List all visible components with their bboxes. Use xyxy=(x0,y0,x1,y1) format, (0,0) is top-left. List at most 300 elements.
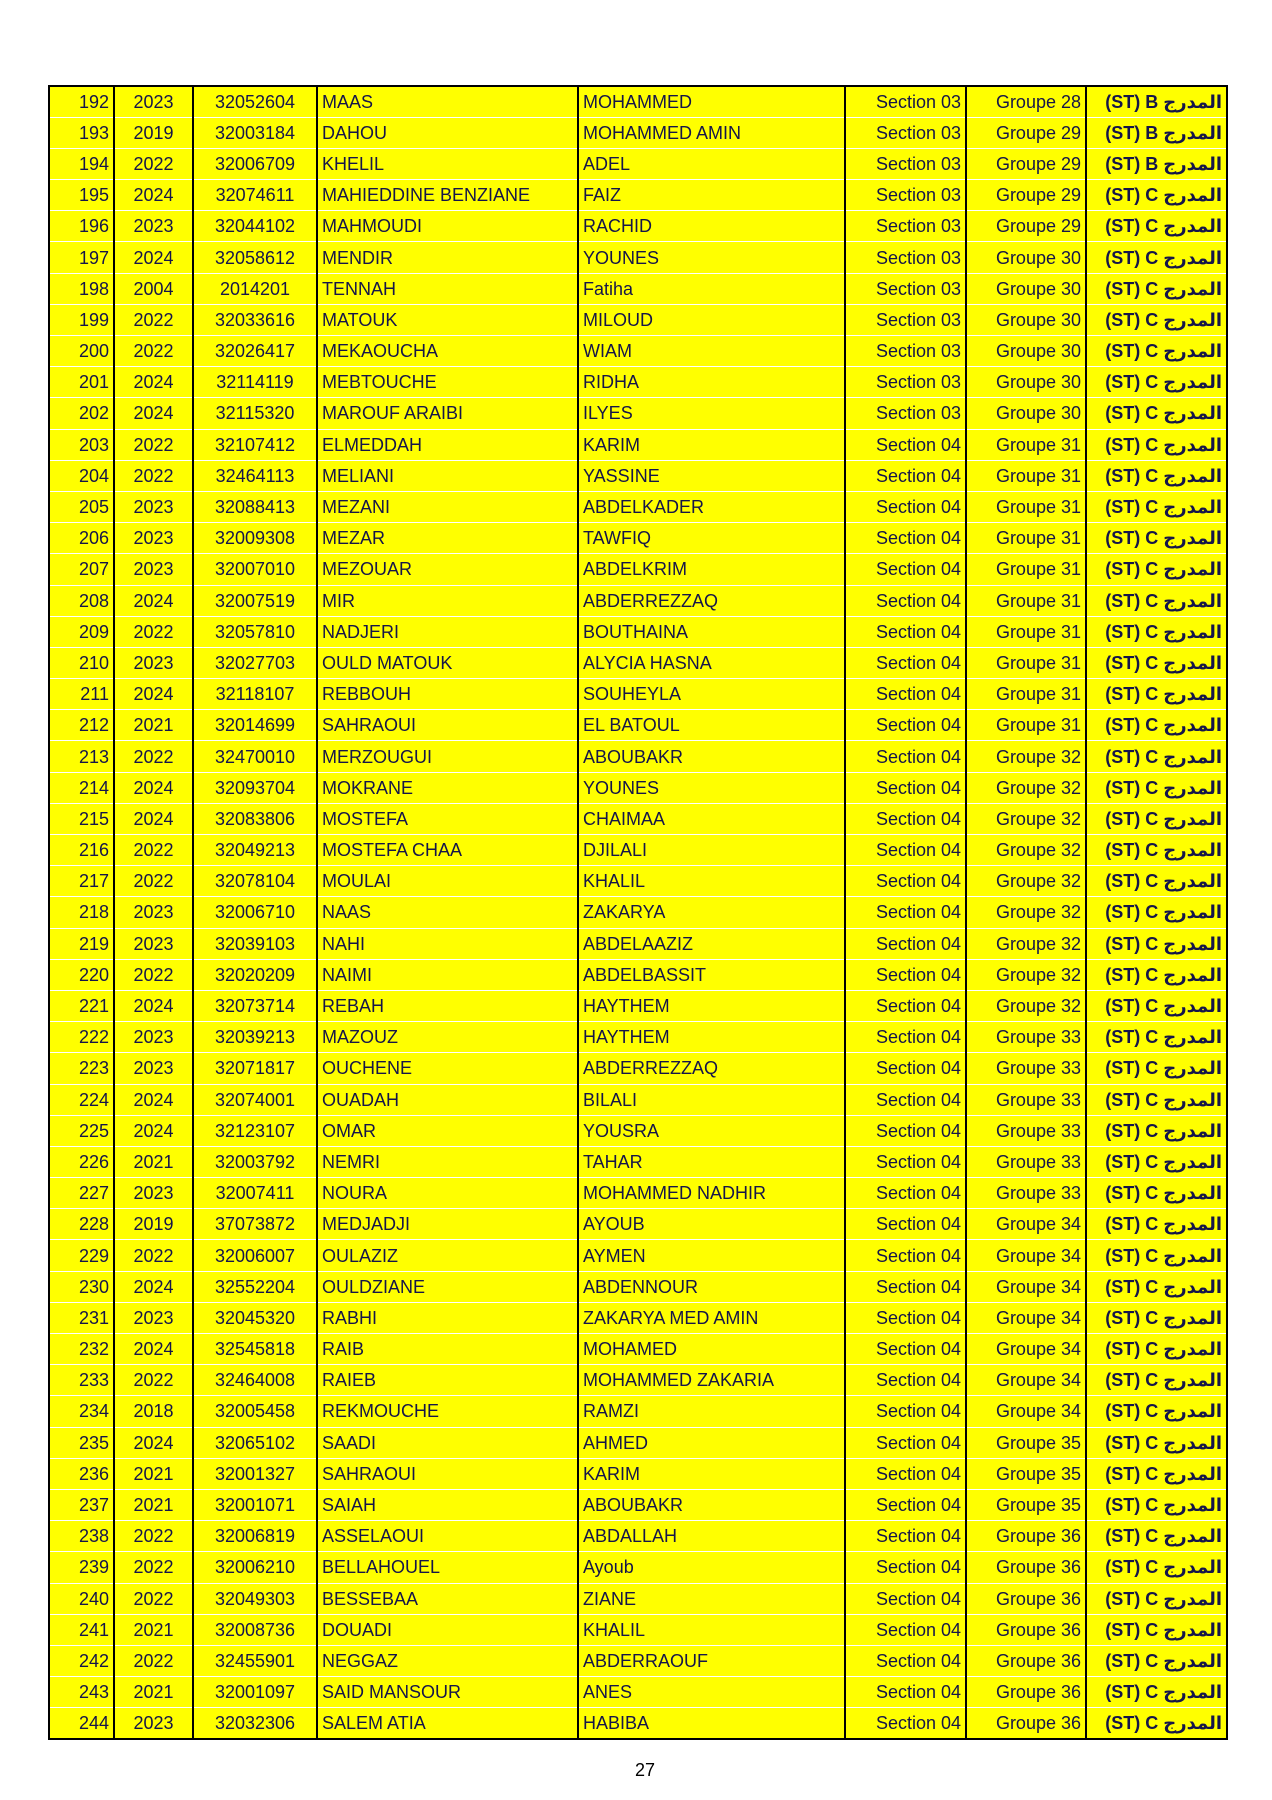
section-cell: Section 04 xyxy=(845,616,966,647)
section-cell: Section 04 xyxy=(845,866,966,897)
last-name-cell: RABHI xyxy=(317,1302,578,1333)
table-row xyxy=(49,741,1227,772)
last-name-cell: OULD MATOUK xyxy=(317,647,578,678)
group-cell: Groupe 32 xyxy=(966,928,1086,959)
year-cell: 2022 xyxy=(114,304,193,335)
student-id-cell: 32118107 xyxy=(193,679,317,710)
section-cell: Section 04 xyxy=(845,1084,966,1115)
section-cell: Section 04 xyxy=(845,523,966,554)
table-row xyxy=(49,242,1227,273)
student-id-cell: 32007010 xyxy=(193,554,317,585)
section-cell: Section 04 xyxy=(845,1645,966,1676)
row-number-cell: 243 xyxy=(49,1677,114,1708)
year-cell: 2022 xyxy=(114,336,193,367)
first-name-cell: ADEL xyxy=(578,148,845,179)
section-cell: Section 04 xyxy=(845,1271,966,1302)
group-cell: Groupe 29 xyxy=(966,180,1086,211)
row-number-cell: 195 xyxy=(49,180,114,211)
group-cell: Groupe 29 xyxy=(966,148,1086,179)
student-id-cell: 32027703 xyxy=(193,647,317,678)
table-row xyxy=(49,1178,1227,1209)
year-cell: 2024 xyxy=(114,679,193,710)
row-number-cell: 238 xyxy=(49,1521,114,1552)
group-cell: Groupe 36 xyxy=(966,1583,1086,1614)
row-number-cell: 207 xyxy=(49,554,114,585)
first-name-cell: DJILALI xyxy=(578,835,845,866)
last-name-cell: TENNAH xyxy=(317,273,578,304)
student-id-cell: 32078104 xyxy=(193,866,317,897)
amphitheater-cell: (ST) C المدرج xyxy=(1086,1614,1227,1645)
row-number-cell: 232 xyxy=(49,1334,114,1365)
amphitheater-cell: (ST) C المدرج xyxy=(1086,741,1227,772)
amphitheater-cell: (ST) C المدرج xyxy=(1086,803,1227,834)
group-cell: Groupe 34 xyxy=(966,1396,1086,1427)
group-cell: Groupe 33 xyxy=(966,1084,1086,1115)
first-name-cell: ILYES xyxy=(578,398,845,429)
first-name-cell: KARIM xyxy=(578,1458,845,1489)
group-cell: Groupe 30 xyxy=(966,273,1086,304)
last-name-cell: SAHRAOUI xyxy=(317,1458,578,1489)
first-name-cell: MOHAMMED NADHIR xyxy=(578,1178,845,1209)
section-cell: Section 03 xyxy=(845,398,966,429)
amphitheater-cell: (ST) C المدرج xyxy=(1086,304,1227,335)
last-name-cell: MERZOUGUI xyxy=(317,741,578,772)
group-cell: Groupe 30 xyxy=(966,336,1086,367)
group-cell: Groupe 33 xyxy=(966,1146,1086,1177)
last-name-cell: REBBOUH xyxy=(317,679,578,710)
first-name-cell: ALYCIA HASNA xyxy=(578,647,845,678)
last-name-cell: NADJERI xyxy=(317,616,578,647)
last-name-cell: NEGGAZ xyxy=(317,1645,578,1676)
table-row xyxy=(49,211,1227,242)
section-cell: Section 03 xyxy=(845,273,966,304)
last-name-cell: REKMOUCHE xyxy=(317,1396,578,1427)
amphitheater-cell: (ST) C المدرج xyxy=(1086,616,1227,647)
year-cell: 2018 xyxy=(114,1396,193,1427)
table-row xyxy=(49,180,1227,211)
table-row xyxy=(49,1708,1227,1739)
amphitheater-cell: (ST) C المدرج xyxy=(1086,1645,1227,1676)
last-name-cell: OUCHENE xyxy=(317,1053,578,1084)
amphitheater-cell: (ST) C المدرج xyxy=(1086,398,1227,429)
amphitheater-cell: (ST) B المدرج xyxy=(1086,86,1227,117)
group-cell: Groupe 33 xyxy=(966,1053,1086,1084)
first-name-cell: Ayoub xyxy=(578,1552,845,1583)
amphitheater-cell: (ST) C المدرج xyxy=(1086,1396,1227,1427)
section-cell: Section 04 xyxy=(845,1708,966,1739)
student-roster-table xyxy=(48,85,1228,1740)
amphitheater-cell: (ST) C المدرج xyxy=(1086,1084,1227,1115)
table-row xyxy=(49,1489,1227,1520)
amphitheater-cell: (ST) C المدرج xyxy=(1086,1146,1227,1177)
table-row xyxy=(49,1084,1227,1115)
table-row xyxy=(49,1427,1227,1458)
last-name-cell: MOSTEFA CHAA xyxy=(317,835,578,866)
student-id-cell: 32470010 xyxy=(193,741,317,772)
row-number-cell: 202 xyxy=(49,398,114,429)
group-cell: Groupe 31 xyxy=(966,710,1086,741)
section-cell: Section 04 xyxy=(845,647,966,678)
first-name-cell: AYMEN xyxy=(578,1240,845,1271)
row-number-cell: 218 xyxy=(49,897,114,928)
row-number-cell: 222 xyxy=(49,1022,114,1053)
table-row xyxy=(49,460,1227,491)
section-cell: Section 03 xyxy=(845,367,966,398)
student-id-cell: 32003792 xyxy=(193,1146,317,1177)
page-number: 27 xyxy=(634,1760,656,1780)
table-row xyxy=(49,1240,1227,1271)
row-number-cell: 237 xyxy=(49,1489,114,1520)
group-cell: Groupe 31 xyxy=(966,554,1086,585)
last-name-cell: NOURA xyxy=(317,1178,578,1209)
last-name-cell: NAIMI xyxy=(317,959,578,990)
year-cell: 2022 xyxy=(114,1521,193,1552)
first-name-cell: EL BATOUL xyxy=(578,710,845,741)
group-cell: Groupe 36 xyxy=(966,1645,1086,1676)
first-name-cell: YASSINE xyxy=(578,460,845,491)
student-id-cell: 32006007 xyxy=(193,1240,317,1271)
student-id-cell: 32083806 xyxy=(193,803,317,834)
row-number-cell: 221 xyxy=(49,990,114,1021)
last-name-cell: MEKAOUCHA xyxy=(317,336,578,367)
student-id-cell: 32045320 xyxy=(193,1302,317,1333)
last-name-cell: MEZAR xyxy=(317,523,578,554)
year-cell: 2023 xyxy=(114,1022,193,1053)
amphitheater-cell: (ST) C المدرج xyxy=(1086,835,1227,866)
amphitheater-cell: (ST) C المدرج xyxy=(1086,1708,1227,1739)
first-name-cell: RAMZI xyxy=(578,1396,845,1427)
table-row xyxy=(49,585,1227,616)
table-row xyxy=(49,523,1227,554)
year-cell: 2024 xyxy=(114,1084,193,1115)
student-id-cell: 32008736 xyxy=(193,1614,317,1645)
group-cell: Groupe 33 xyxy=(966,1022,1086,1053)
table-row xyxy=(49,679,1227,710)
section-cell: Section 04 xyxy=(845,1677,966,1708)
year-cell: 2022 xyxy=(114,1645,193,1676)
last-name-cell: MAHMOUDI xyxy=(317,211,578,242)
row-number-cell: 239 xyxy=(49,1552,114,1583)
section-cell: Section 04 xyxy=(845,1053,966,1084)
last-name-cell: SALEM ATIA xyxy=(317,1708,578,1739)
group-cell: Groupe 36 xyxy=(966,1552,1086,1583)
last-name-cell: MEZOUAR xyxy=(317,554,578,585)
student-id-cell: 32014699 xyxy=(193,710,317,741)
section-cell: Section 04 xyxy=(845,990,966,1021)
group-cell: Groupe 34 xyxy=(966,1209,1086,1240)
group-cell: Groupe 31 xyxy=(966,647,1086,678)
table-row xyxy=(49,429,1227,460)
section-cell: Section 04 xyxy=(845,585,966,616)
row-number-cell: 230 xyxy=(49,1271,114,1302)
last-name-cell: DOUADI xyxy=(317,1614,578,1645)
student-id-cell: 32123107 xyxy=(193,1115,317,1146)
table-row xyxy=(49,1645,1227,1676)
table-row xyxy=(49,1302,1227,1333)
amphitheater-cell: (ST) C المدرج xyxy=(1086,1458,1227,1489)
student-id-cell: 32039103 xyxy=(193,928,317,959)
last-name-cell: MOULAI xyxy=(317,866,578,897)
row-number-cell: 196 xyxy=(49,211,114,242)
amphitheater-cell: (ST) C المدرج xyxy=(1086,367,1227,398)
table-row xyxy=(49,959,1227,990)
year-cell: 2023 xyxy=(114,86,193,117)
group-cell: Groupe 34 xyxy=(966,1271,1086,1302)
first-name-cell: ANES xyxy=(578,1677,845,1708)
table-row xyxy=(49,1053,1227,1084)
group-cell: Groupe 31 xyxy=(966,460,1086,491)
first-name-cell: HABIBA xyxy=(578,1708,845,1739)
student-id-cell: 32455901 xyxy=(193,1645,317,1676)
year-cell: 2022 xyxy=(114,1583,193,1614)
year-cell: 2024 xyxy=(114,1427,193,1458)
last-name-cell: SAIAH xyxy=(317,1489,578,1520)
student-id-cell: 32052604 xyxy=(193,86,317,117)
student-id-cell: 32058612 xyxy=(193,242,317,273)
first-name-cell: WIAM xyxy=(578,336,845,367)
table-row xyxy=(49,1614,1227,1645)
section-cell: Section 04 xyxy=(845,1334,966,1365)
student-id-cell: 2014201 xyxy=(193,273,317,304)
section-cell: Section 04 xyxy=(845,1427,966,1458)
section-cell: Section 04 xyxy=(845,897,966,928)
row-number-cell: 244 xyxy=(49,1708,114,1739)
row-number-cell: 209 xyxy=(49,616,114,647)
last-name-cell: MAHIEDDINE BENZIANE xyxy=(317,180,578,211)
student-id-cell: 32114119 xyxy=(193,367,317,398)
year-cell: 2022 xyxy=(114,1240,193,1271)
row-number-cell: 194 xyxy=(49,148,114,179)
student-id-cell: 32026417 xyxy=(193,336,317,367)
group-cell: Groupe 32 xyxy=(966,897,1086,928)
amphitheater-cell: (ST) C المدرج xyxy=(1086,429,1227,460)
year-cell: 2024 xyxy=(114,398,193,429)
year-cell: 2019 xyxy=(114,1209,193,1240)
section-cell: Section 03 xyxy=(845,180,966,211)
first-name-cell: ABDELKADER xyxy=(578,491,845,522)
row-number-cell: 192 xyxy=(49,86,114,117)
table-row xyxy=(49,554,1227,585)
last-name-cell: MEDJADJI xyxy=(317,1209,578,1240)
row-number-cell: 229 xyxy=(49,1240,114,1271)
section-cell: Section 03 xyxy=(845,86,966,117)
section-cell: Section 04 xyxy=(845,429,966,460)
last-name-cell: MAROUF ARAIBI xyxy=(317,398,578,429)
amphitheater-cell: (ST) C المدرج xyxy=(1086,1583,1227,1614)
section-cell: Section 03 xyxy=(845,148,966,179)
group-cell: Groupe 31 xyxy=(966,523,1086,554)
first-name-cell: YOUSRA xyxy=(578,1115,845,1146)
row-number-cell: 240 xyxy=(49,1583,114,1614)
table-row xyxy=(49,990,1227,1021)
amphitheater-cell: (ST) C المدرج xyxy=(1086,647,1227,678)
section-cell: Section 04 xyxy=(845,491,966,522)
table-row xyxy=(49,1396,1227,1427)
section-cell: Section 04 xyxy=(845,710,966,741)
first-name-cell: MOHAMED xyxy=(578,1334,845,1365)
table-row xyxy=(49,1334,1227,1365)
amphitheater-cell: (ST) C المدرج xyxy=(1086,1271,1227,1302)
table-row xyxy=(49,86,1227,117)
group-cell: Groupe 34 xyxy=(966,1302,1086,1333)
year-cell: 2022 xyxy=(114,741,193,772)
student-id-cell: 32057810 xyxy=(193,616,317,647)
year-cell: 2022 xyxy=(114,616,193,647)
group-cell: Groupe 32 xyxy=(966,835,1086,866)
section-cell: Section 04 xyxy=(845,772,966,803)
first-name-cell: ABDELAAZIZ xyxy=(578,928,845,959)
row-number-cell: 198 xyxy=(49,273,114,304)
year-cell: 2023 xyxy=(114,928,193,959)
row-number-cell: 226 xyxy=(49,1146,114,1177)
group-cell: Groupe 29 xyxy=(966,117,1086,148)
amphitheater-cell: (ST) C المدرج xyxy=(1086,491,1227,522)
first-name-cell: AYOUB xyxy=(578,1209,845,1240)
last-name-cell: NAHI xyxy=(317,928,578,959)
row-number-cell: 210 xyxy=(49,647,114,678)
table-row xyxy=(49,1146,1227,1177)
last-name-cell: MEBTOUCHE xyxy=(317,367,578,398)
year-cell: 2024 xyxy=(114,242,193,273)
last-name-cell: MIR xyxy=(317,585,578,616)
row-number-cell: 224 xyxy=(49,1084,114,1115)
first-name-cell: YOUNES xyxy=(578,772,845,803)
year-cell: 2024 xyxy=(114,1115,193,1146)
amphitheater-cell: (ST) C المدرج xyxy=(1086,336,1227,367)
year-cell: 2024 xyxy=(114,1271,193,1302)
table-row xyxy=(49,1521,1227,1552)
section-cell: Section 04 xyxy=(845,1302,966,1333)
first-name-cell: ABDALLAH xyxy=(578,1521,845,1552)
last-name-cell: OULDZIANE xyxy=(317,1271,578,1302)
group-cell: Groupe 36 xyxy=(966,1708,1086,1739)
section-cell: Section 04 xyxy=(845,835,966,866)
group-cell: Groupe 32 xyxy=(966,990,1086,1021)
last-name-cell: OMAR xyxy=(317,1115,578,1146)
table-row xyxy=(49,1458,1227,1489)
year-cell: 2022 xyxy=(114,1365,193,1396)
year-cell: 2022 xyxy=(114,148,193,179)
group-cell: Groupe 35 xyxy=(966,1458,1086,1489)
student-id-cell: 32001071 xyxy=(193,1489,317,1520)
student-id-cell: 32009308 xyxy=(193,523,317,554)
first-name-cell: RACHID xyxy=(578,211,845,242)
student-id-cell: 32074611 xyxy=(193,180,317,211)
row-number-cell: 205 xyxy=(49,491,114,522)
year-cell: 2022 xyxy=(114,429,193,460)
row-number-cell: 242 xyxy=(49,1645,114,1676)
table-row xyxy=(49,835,1227,866)
student-id-cell: 32545818 xyxy=(193,1334,317,1365)
table-row xyxy=(49,866,1227,897)
student-id-cell: 32044102 xyxy=(193,211,317,242)
student-id-cell: 32115320 xyxy=(193,398,317,429)
first-name-cell: MILOUD xyxy=(578,304,845,335)
table-row xyxy=(49,1365,1227,1396)
row-number-cell: 215 xyxy=(49,803,114,834)
first-name-cell: ABDERREZZAQ xyxy=(578,585,845,616)
year-cell: 2021 xyxy=(114,1489,193,1520)
first-name-cell: AHMED xyxy=(578,1427,845,1458)
last-name-cell: NAAS xyxy=(317,897,578,928)
amphitheater-cell: (ST) C المدرج xyxy=(1086,1365,1227,1396)
student-id-cell: 32464113 xyxy=(193,460,317,491)
first-name-cell: HAYTHEM xyxy=(578,990,845,1021)
row-number-cell: 214 xyxy=(49,772,114,803)
group-cell: Groupe 30 xyxy=(966,367,1086,398)
last-name-cell: MOKRANE xyxy=(317,772,578,803)
first-name-cell: MOHAMMED xyxy=(578,86,845,117)
student-id-cell: 32006710 xyxy=(193,897,317,928)
year-cell: 2021 xyxy=(114,710,193,741)
first-name-cell: ABDERREZZAQ xyxy=(578,1053,845,1084)
first-name-cell: ZAKARYA xyxy=(578,897,845,928)
amphitheater-cell: (ST) C المدرج xyxy=(1086,1427,1227,1458)
last-name-cell: DAHOU xyxy=(317,117,578,148)
table-row xyxy=(49,647,1227,678)
row-number-cell: 231 xyxy=(49,1302,114,1333)
year-cell: 2024 xyxy=(114,585,193,616)
table-row xyxy=(49,616,1227,647)
last-name-cell: SAADI xyxy=(317,1427,578,1458)
group-cell: Groupe 32 xyxy=(966,803,1086,834)
section-cell: Section 04 xyxy=(845,554,966,585)
year-cell: 2022 xyxy=(114,959,193,990)
amphitheater-cell: (ST) C المدرج xyxy=(1086,1677,1227,1708)
student-id-cell: 32007519 xyxy=(193,585,317,616)
last-name-cell: BESSEBAA xyxy=(317,1583,578,1614)
amphitheater-cell: (ST) C المدرج xyxy=(1086,460,1227,491)
amphitheater-cell: (ST) C المدرج xyxy=(1086,1178,1227,1209)
section-cell: Section 03 xyxy=(845,304,966,335)
table-row xyxy=(49,148,1227,179)
group-cell: Groupe 34 xyxy=(966,1365,1086,1396)
amphitheater-cell: (ST) C المدرج xyxy=(1086,523,1227,554)
row-number-cell: 241 xyxy=(49,1614,114,1645)
last-name-cell: RAIEB xyxy=(317,1365,578,1396)
last-name-cell: MAAS xyxy=(317,86,578,117)
section-cell: Section 04 xyxy=(845,1209,966,1240)
first-name-cell: ABOUBAKR xyxy=(578,1489,845,1520)
first-name-cell: KHALIL xyxy=(578,1614,845,1645)
first-name-cell: BOUTHAINA xyxy=(578,616,845,647)
amphitheater-cell: (ST) C المدرج xyxy=(1086,897,1227,928)
table-row xyxy=(49,491,1227,522)
first-name-cell: ABOUBAKR xyxy=(578,741,845,772)
row-number-cell: 213 xyxy=(49,741,114,772)
last-name-cell: ELMEDDAH xyxy=(317,429,578,460)
student-id-cell: 32088413 xyxy=(193,491,317,522)
amphitheater-cell: (ST) C المدرج xyxy=(1086,710,1227,741)
group-cell: Groupe 36 xyxy=(966,1677,1086,1708)
table-row xyxy=(49,1677,1227,1708)
group-cell: Groupe 32 xyxy=(966,866,1086,897)
group-cell: Groupe 32 xyxy=(966,741,1086,772)
year-cell: 2024 xyxy=(114,180,193,211)
section-cell: Section 04 xyxy=(845,1396,966,1427)
table-row xyxy=(49,273,1227,304)
last-name-cell: MOSTEFA xyxy=(317,803,578,834)
row-number-cell: 193 xyxy=(49,117,114,148)
amphitheater-cell: (ST) C المدرج xyxy=(1086,554,1227,585)
row-number-cell: 211 xyxy=(49,679,114,710)
first-name-cell: ABDELBASSIT xyxy=(578,959,845,990)
section-cell: Section 04 xyxy=(845,1583,966,1614)
table-row xyxy=(49,928,1227,959)
section-cell: Section 04 xyxy=(845,1458,966,1489)
table-row xyxy=(49,803,1227,834)
group-cell: Groupe 30 xyxy=(966,304,1086,335)
